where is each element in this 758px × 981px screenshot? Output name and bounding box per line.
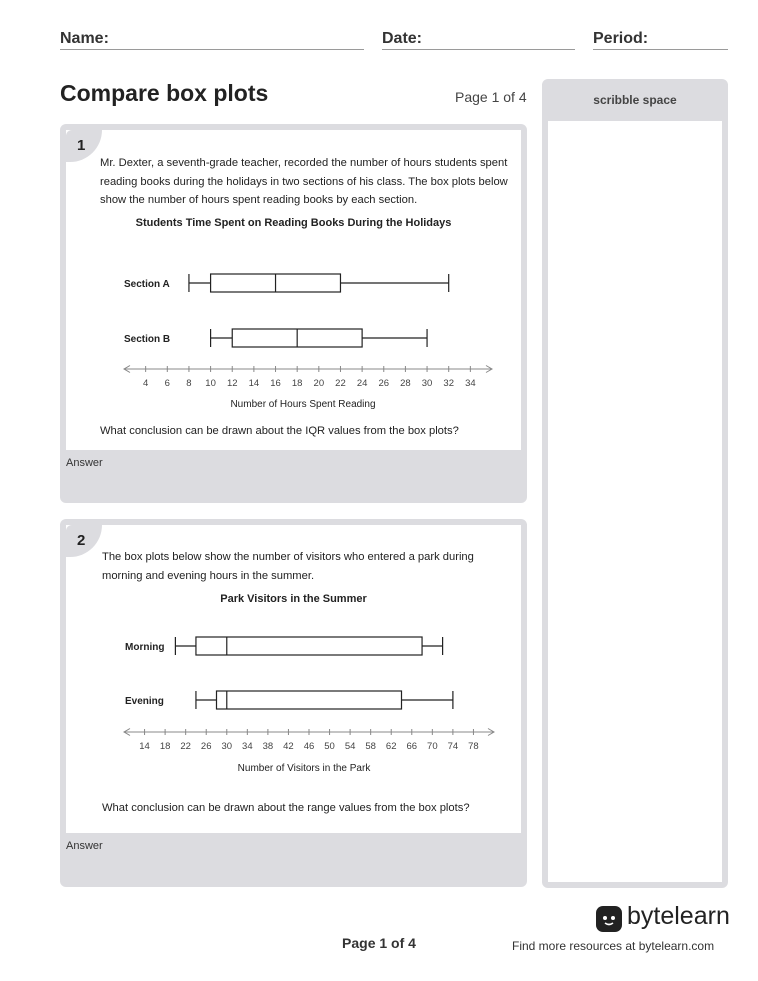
x-tick-label: 18 bbox=[159, 741, 171, 752]
x-tick-label: 38 bbox=[262, 741, 274, 752]
question-2-prompt: What conclusion can be drawn about the range values from the box plots? bbox=[102, 802, 470, 814]
x-tick-label: 62 bbox=[385, 741, 397, 752]
question-number-badge-1 bbox=[66, 130, 102, 162]
x-tick-label: 14 bbox=[248, 378, 260, 389]
question-1-line-3: show the number of hours spent reading books by each section. bbox=[100, 194, 418, 206]
question-body-1 bbox=[66, 130, 521, 450]
x-axis-title: Number of Hours Spent Reading bbox=[230, 399, 376, 410]
question-1-prompt: What conclusion can be drawn about the IQR values from the box plots? bbox=[100, 425, 459, 437]
x-tick-label: 42 bbox=[283, 741, 294, 752]
name-label: Name: bbox=[60, 30, 109, 47]
x-tick-label: 78 bbox=[468, 741, 479, 752]
x-tick-label: 24 bbox=[356, 378, 368, 389]
x-tick-label: 50 bbox=[324, 741, 335, 752]
chart-1-title: Students Time Spent on Reading Books During the Holidays bbox=[135, 217, 452, 229]
scribble-label: scribble space bbox=[593, 93, 677, 107]
x-tick-label: 34 bbox=[242, 741, 253, 752]
x-tick-label: 74 bbox=[447, 741, 459, 752]
x-tick-label: 66 bbox=[406, 741, 418, 752]
page-title: Compare box plots bbox=[60, 80, 269, 106]
question-1-line-1: Mr. Dexter, a seventh-grade teacher, recorded the number of hours students spent bbox=[100, 157, 508, 169]
page-indicator-top: Page 1 of 4 bbox=[455, 89, 527, 105]
question-text-1 bbox=[100, 154, 508, 210]
date-field[interactable] bbox=[382, 30, 575, 50]
x-tick-label: 8 bbox=[186, 378, 192, 389]
x-tick-label: 46 bbox=[303, 741, 315, 752]
question-card-2 bbox=[60, 519, 527, 887]
scribble-area[interactable] bbox=[548, 121, 722, 882]
series-label: Evening bbox=[125, 696, 164, 707]
x-tick-label: 18 bbox=[291, 378, 303, 389]
x-tick-label: 28 bbox=[400, 378, 411, 389]
series-label: Section A bbox=[124, 279, 170, 290]
x-tick-label: 22 bbox=[335, 378, 346, 389]
iqr-box bbox=[196, 637, 422, 655]
x-tick-label: 58 bbox=[365, 741, 376, 752]
x-tick-label: 32 bbox=[443, 378, 454, 389]
chart-1-box-plot bbox=[66, 242, 521, 422]
x-axis-title: Number of Visitors in the Park bbox=[237, 763, 371, 774]
name-field[interactable] bbox=[60, 30, 364, 50]
x-tick-label: 34 bbox=[465, 378, 476, 389]
x-tick-label: 14 bbox=[139, 741, 150, 752]
bytelearn-logo-text: bytelearn bbox=[627, 902, 730, 930]
question-number-2: 2 bbox=[77, 532, 86, 549]
answer-label-1: Answer bbox=[66, 457, 103, 469]
date-label: Date: bbox=[382, 30, 423, 47]
question-2-line-2: morning and evening hours in the summer. bbox=[102, 569, 315, 582]
question-text-2 bbox=[102, 548, 474, 585]
question-card-1 bbox=[60, 124, 527, 503]
question-2-line-1: The box plots below show the number of visitors who entered a park during bbox=[102, 551, 474, 563]
x-tick-label: 12 bbox=[226, 378, 238, 389]
answer-label-2: Answer bbox=[66, 840, 103, 852]
x-tick-label: 26 bbox=[378, 378, 390, 389]
x-tick-label: 4 bbox=[142, 378, 149, 389]
question-body-2 bbox=[66, 525, 521, 833]
chart-2-title: Park Visitors in the Summer bbox=[220, 593, 367, 605]
x-tick-label: 20 bbox=[313, 378, 325, 389]
iqr-box bbox=[217, 691, 402, 709]
x-tick-label: 6 bbox=[164, 378, 170, 389]
footer-page-indicator: Page 1 of 4 bbox=[342, 935, 416, 951]
x-tick-label: 16 bbox=[270, 378, 281, 389]
x-tick-label: 30 bbox=[421, 378, 433, 389]
series-label: Morning bbox=[125, 642, 165, 653]
x-tick-label: 30 bbox=[221, 741, 233, 752]
scribble-panel bbox=[542, 79, 728, 888]
chart-2-box-plot bbox=[66, 618, 521, 798]
x-tick-label: 54 bbox=[344, 741, 356, 752]
x-tick-label: 26 bbox=[200, 741, 212, 752]
x-tick-label: 22 bbox=[180, 741, 191, 752]
bytelearn-logo-icon bbox=[596, 906, 622, 932]
question-number-1: 1 bbox=[77, 137, 86, 154]
period-label: Period: bbox=[593, 30, 649, 47]
resources-link[interactable]: Find more resources at bytelearn.com bbox=[512, 939, 715, 953]
series-label: Section B bbox=[124, 334, 171, 345]
period-field[interactable] bbox=[593, 30, 728, 50]
question-number-badge-2 bbox=[66, 525, 102, 557]
x-tick-label: 70 bbox=[427, 741, 438, 752]
question-1-line-2: reading books during the holidays in two sections of his class. The box plots below bbox=[100, 175, 508, 188]
x-tick-label: 10 bbox=[205, 378, 216, 389]
